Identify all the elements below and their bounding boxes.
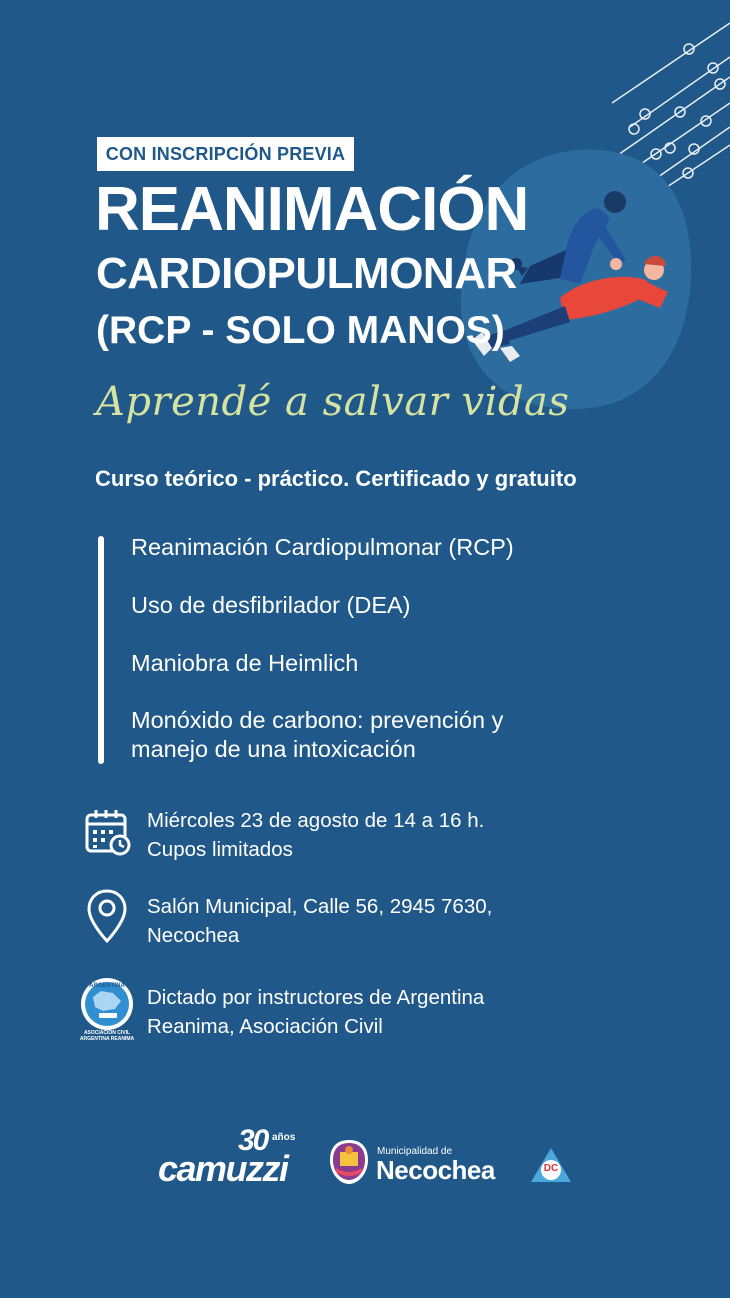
location-address: Salón Municipal, Calle 56, 2945 7630, [147,895,493,918]
municipality-small-label: Municipalidad de [377,1146,453,1157]
topic-item: Reanimación Cardiopulmonar (RCP) [131,534,514,560]
map-pin-icon [86,888,128,944]
topics-divider-bar [98,536,104,764]
municipality-name: Necochea [376,1155,495,1185]
topic-item: Uso de desfibrilador (DEA) [131,592,411,618]
camuzzi-logo [158,1124,308,1189]
necochea-shield-icon [328,1138,370,1186]
schedule-date: Miércoles 23 de agosto de 14 a 16 h. [147,809,485,832]
topic-item: manejo de una intoxicación [131,736,416,762]
course-subtitle: Curso teórico - práctico. Certificado y gratuito [95,466,577,491]
camuzzi-name: camuzzi [158,1148,288,1189]
camuzzi-years-suffix: años [272,1132,296,1143]
calendar-clock-icon [84,808,132,856]
registration-badge: CON INSCRIPCIÓN PREVIA [97,137,354,171]
title-line-2: CARDIOPULMONAR [96,249,517,298]
logo-bottom-text-2: ARGENTINA REANIMA [79,1036,135,1042]
logo-top-text: ARGENTINA [89,983,125,989]
camuzzi-years: 30 [238,1124,268,1157]
schedule-note: Cupos limitados [147,838,293,861]
logo-bottom-text-1: ASOCIACIÓN CIVIL [83,1030,131,1036]
topic-item: Maniobra de Heimlich [131,650,359,676]
dc-label: DC [543,1163,559,1174]
title-line-3: (RCP - SOLO MANOS) [96,309,505,352]
instructors-line-1: Dictado por instructores de Argentina [147,986,485,1009]
title-line-1: REANIMACIÓN [95,175,529,244]
location-city: Necochea [147,924,240,947]
argentina-reanima-logo [79,977,135,1043]
instructors-line-2: Reanima, Asociación Civil [147,1015,383,1038]
tagline: Aprendé a salvar vidas [96,379,570,425]
topic-item: Monóxido de carbono: prevención y [131,707,504,733]
